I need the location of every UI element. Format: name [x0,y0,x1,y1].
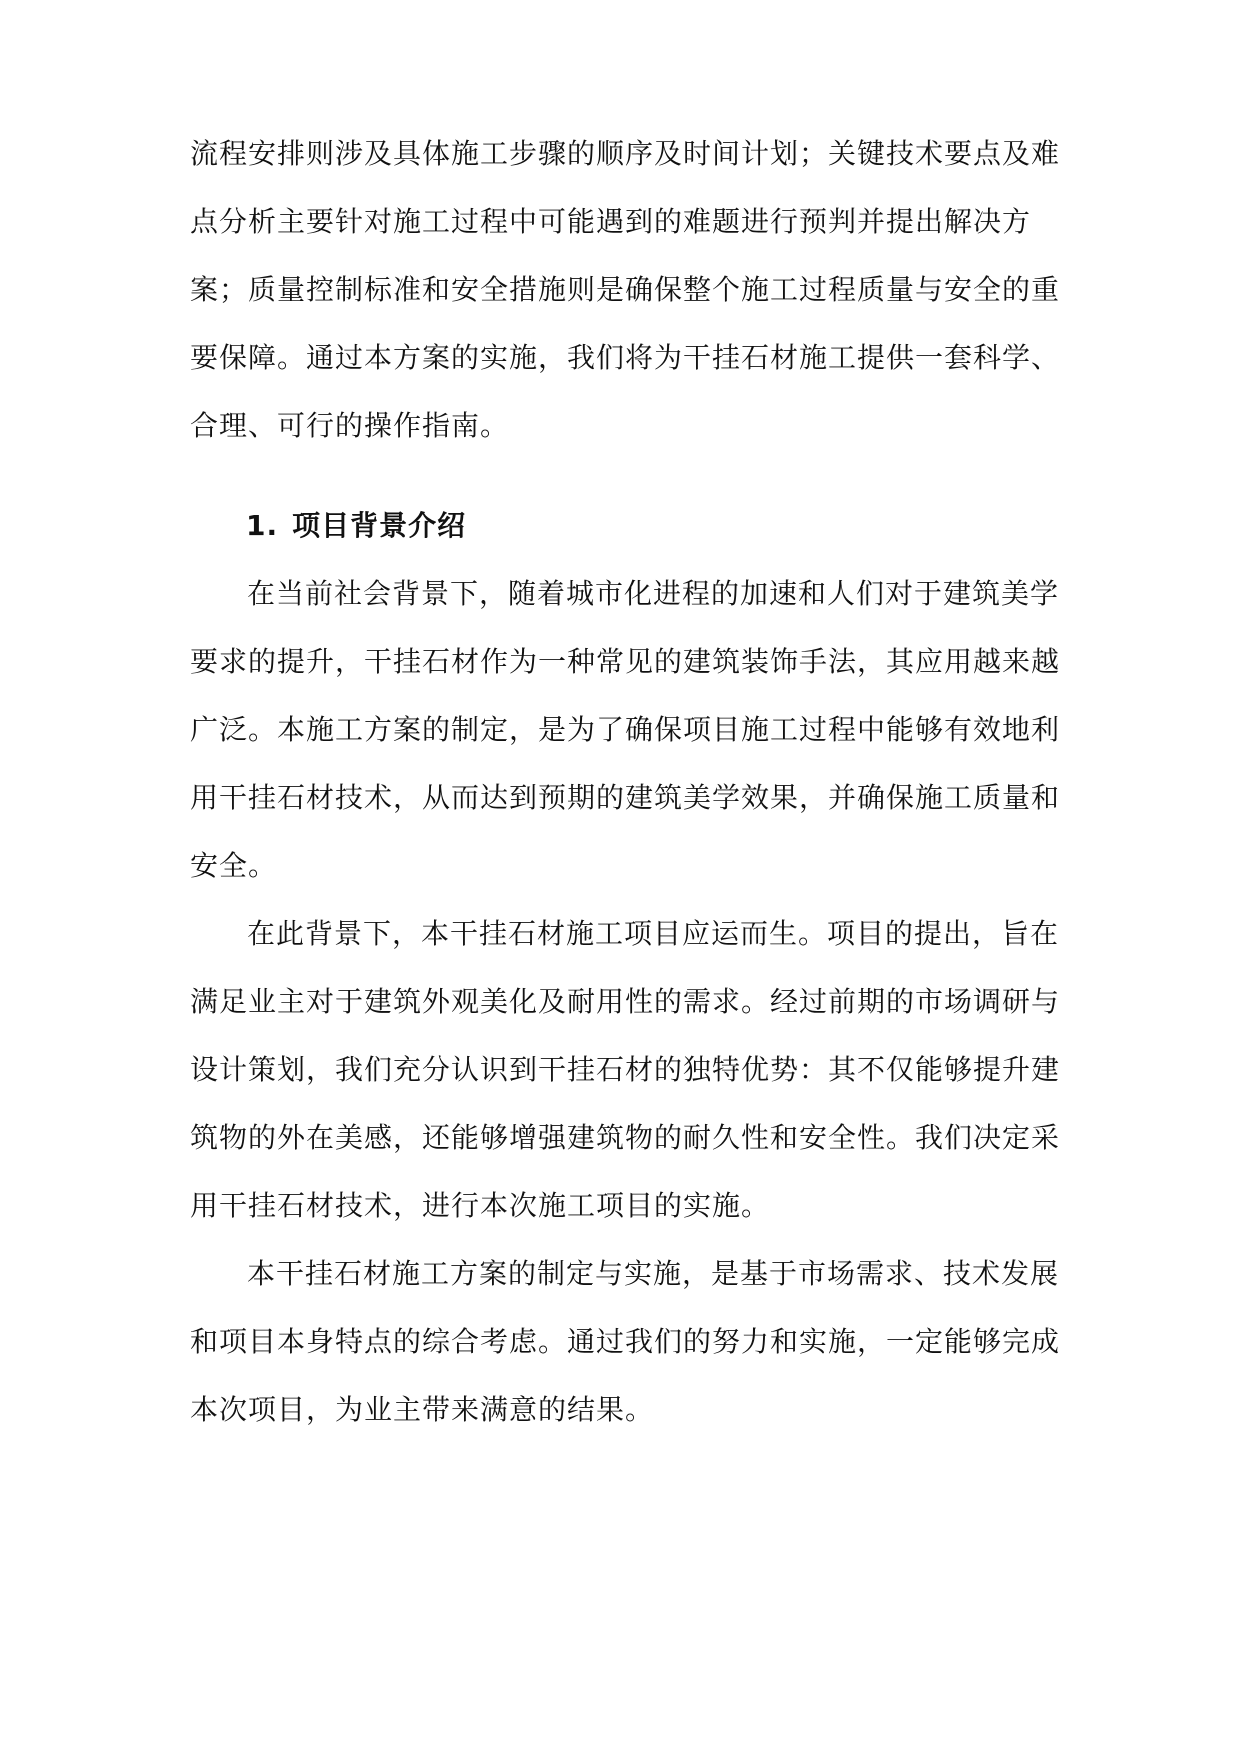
paragraph3-line-1: 本干挂石材施工方案的制定与实施，是基于市场需求、技术发展 [247,1257,1060,1290]
intro-line-4: 要保障。通过本方案的实施，我们将为干挂石材施工提供一套科学、 [190,341,1061,374]
section-heading [246,506,466,546]
paragraph3-line-3: 本次项目，为业主带来满意的结果。 [190,1393,655,1426]
paragraph1-line-1: 在当前社会背景下，随着城市化进程的加速和人们对于建筑美学 [247,577,1060,610]
intro-line-2: 点分析主要针对施工过程中可能遇到的难题进行预判并提出解决方 [190,205,1032,238]
paragraph2-line-4: 筑物的外在美感，还能够增强建筑物的耐久性和安全性。我们决定采 [190,1121,1061,1154]
section-number: 1. [246,509,279,542]
paragraph1-line-5: 安全。 [190,849,278,882]
intro-line-1: 流程安排则涉及具体施工步骤的顺序及时间计划；关键技术要点及难 [190,137,1061,170]
paragraph2-line-5: 用干挂石材技术，进行本次施工项目的实施。 [190,1189,771,1222]
intro-line-5: 合理、可行的操作指南。 [190,409,510,442]
intro-line-3: 案；质量控制标准和安全措施则是确保整个施工过程质量与安全的重 [190,273,1061,306]
paragraph3-line-2: 和项目本身特点的综合考虑。通过我们的努力和实施，一定能够完成 [190,1325,1061,1358]
paragraph2-line-3: 设计策划，我们充分认识到干挂石材的独特优势：其不仅能够提升建 [190,1053,1061,1086]
paragraph1-line-4: 用干挂石材技术，从而达到预期的建筑美学效果，并确保施工质量和 [190,781,1061,814]
paragraph2-line-1: 在此背景下，本干挂石材施工项目应运而生。项目的提出，旨在 [247,917,1060,950]
paragraph1-line-2: 要求的提升，干挂石材作为一种常见的建筑装饰手法，其应用越来越 [190,645,1061,678]
section-title: 项目背景介绍 [292,509,467,542]
paragraph2-line-2: 满足业主对于建筑外观美化及耐用性的需求。经过前期的市场调研与 [190,985,1061,1018]
paragraph1-line-3: 广泛。本施工方案的制定，是为了确保项目施工过程中能够有效地利 [190,713,1061,746]
